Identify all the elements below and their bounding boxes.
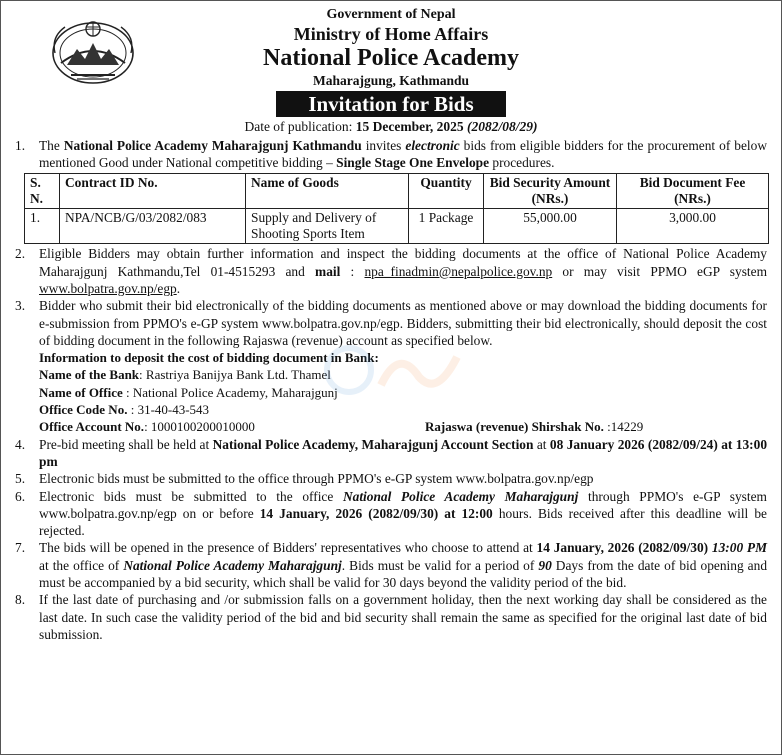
cell-goods: Supply and Delivery of Shooting Sports Item: [246, 209, 409, 244]
publication-date-value: 15 December, 2025: [355, 118, 464, 134]
col-contract-id: Contract ID No.: [60, 174, 246, 209]
office-code-line: Office Code No. : 31-40-43-543: [39, 402, 210, 418]
bank-info-title: Information to deposit the cost of bidding document in Bank:: [39, 350, 379, 366]
account-line: Office Account No.: 1000100200010000 Rajaswa (revenue) Shirshak No. :14229: [39, 419, 644, 435]
publication-date: Date of publication: 15 December, 2025 (2082/08/29): [244, 118, 538, 134]
cell-quantity: 1 Package: [409, 209, 484, 244]
clause-4: 4. Pre-bid meeting shall be held at National Police Academy, Maharajgunj Account Section at 08 January 2026 (2082/09/24) at 13:00 pm: [15, 436, 768, 469]
col-bid-security: Bid Security Amount (NRs.): [484, 174, 617, 209]
col-document-fee: Bid Document Fee (NRs.): [617, 174, 769, 209]
clause-number: 7.: [15, 540, 26, 556]
cell-bid-security: 55,000.00: [484, 209, 617, 244]
clause-2: 2. Eligible Bidders may obtain further information and inspect the bidding documents at the office of National Police Academy Maharajgunj Kathmandu,Tel 01-4515293 and mail : npa_finadmin@nepalpolice.gov.np or may visit PPMO eGP system www.bolpatra.gov.np/egp.: [15, 246, 767, 296]
clause-1: 1. The National Police Academy Maharajgunj Kathmandu invites electronic bids from eligible bidders for the procurement of below mentioned Good under National competitive bidding – Single Stage One Envelope procedures.: [15, 137, 768, 171]
publication-date-bs: (2082/08/29): [467, 118, 538, 134]
bank-info: [39, 349, 767, 435]
col-sn: S. N.: [25, 174, 60, 209]
ministry-title: Ministry of Home Affairs: [293, 23, 489, 44]
clause-number: 4.: [15, 436, 26, 452]
invitation-banner: Invitation for Bids: [276, 91, 505, 117]
academy-title: National Police Academy: [263, 44, 519, 71]
clause-5: 5. Electronic bids must be submitted to the office through PPMO's e-GP system www.bolpatra.gov.np/egp: [15, 471, 594, 487]
clause-3: 3. Bidder who submit their bid electronically of the bidding documents as mentioned above or may download the bidding documents for e-submission from PPMO's e-GP system www.bolpatra.gov.np/egp. Bidders, submitting their bid electronically, should deposit the cost of bidding document in the following Rajaswa (revenue) account as specified below.: [15, 298, 767, 348]
bids-table: [24, 173, 769, 244]
col-quantity: Quantity: [409, 174, 484, 209]
cell-document-fee: 3,000.00: [617, 209, 769, 244]
email-link[interactable]: npa_finadmin@nepalpolice.gov.np: [364, 263, 553, 279]
col-goods: Name of Goods: [246, 174, 409, 209]
clause-number: 3.: [15, 298, 26, 314]
clause-number: 1.: [15, 137, 26, 153]
nepal-police-emblem-icon: [47, 13, 139, 87]
cell-sn: 1.: [25, 209, 60, 244]
clause-number: 5.: [15, 471, 26, 487]
clause-8: 8. If the last date of purchasing and /or submission falls on a government holiday, then the next working day shall be considered as the last date. In such case the validity period of the bid and bid security shall remain the same as specified for the original last date of bid submission.: [15, 592, 767, 642]
table-row: [25, 209, 769, 244]
cell-contract-id: NPA/NCB/G/03/2082/083: [60, 209, 246, 244]
table-header-row: [25, 174, 769, 209]
egp-link[interactable]: www.bolpatra.gov.np/egp: [39, 281, 177, 296]
government-title: Government of Nepal: [326, 7, 456, 22]
location-subtitle: Maharajgung, Kathmandu: [312, 72, 470, 88]
bank-name-line: Name of the Bank: Rastriya Banijya Bank Ltd. Thamel: [39, 367, 331, 383]
clause-number: 6.: [15, 488, 26, 504]
clause-number: 2.: [15, 246, 26, 262]
clause-6: 6. Electronic bids must be submitted to the office National Police Academy Maharajgunj through PPMO's e-GP system www.bolpatra.gov.np/egp on or before 14 January, 2026 (2082/09/30) at 12:00 hours. Bids received after this deadline will be rejected.: [15, 488, 767, 539]
clause-7: 7. The bids will be opened in the presence of Bidders' representatives who choose to attend at 14 January, 2026 (2082/09/30) 13:00 PM at the office of National Police Academy Maharajgunj. Bids must be valid for a period of 90 Days from the date of bid opening and must be accompanied by a bid security, which shall be valid for 30 days beyond the validity period of the bid.: [15, 540, 768, 591]
office-name-line: Name of Office : National Police Academy, Maharajgunj: [39, 384, 338, 400]
clause-number: 8.: [15, 592, 26, 608]
